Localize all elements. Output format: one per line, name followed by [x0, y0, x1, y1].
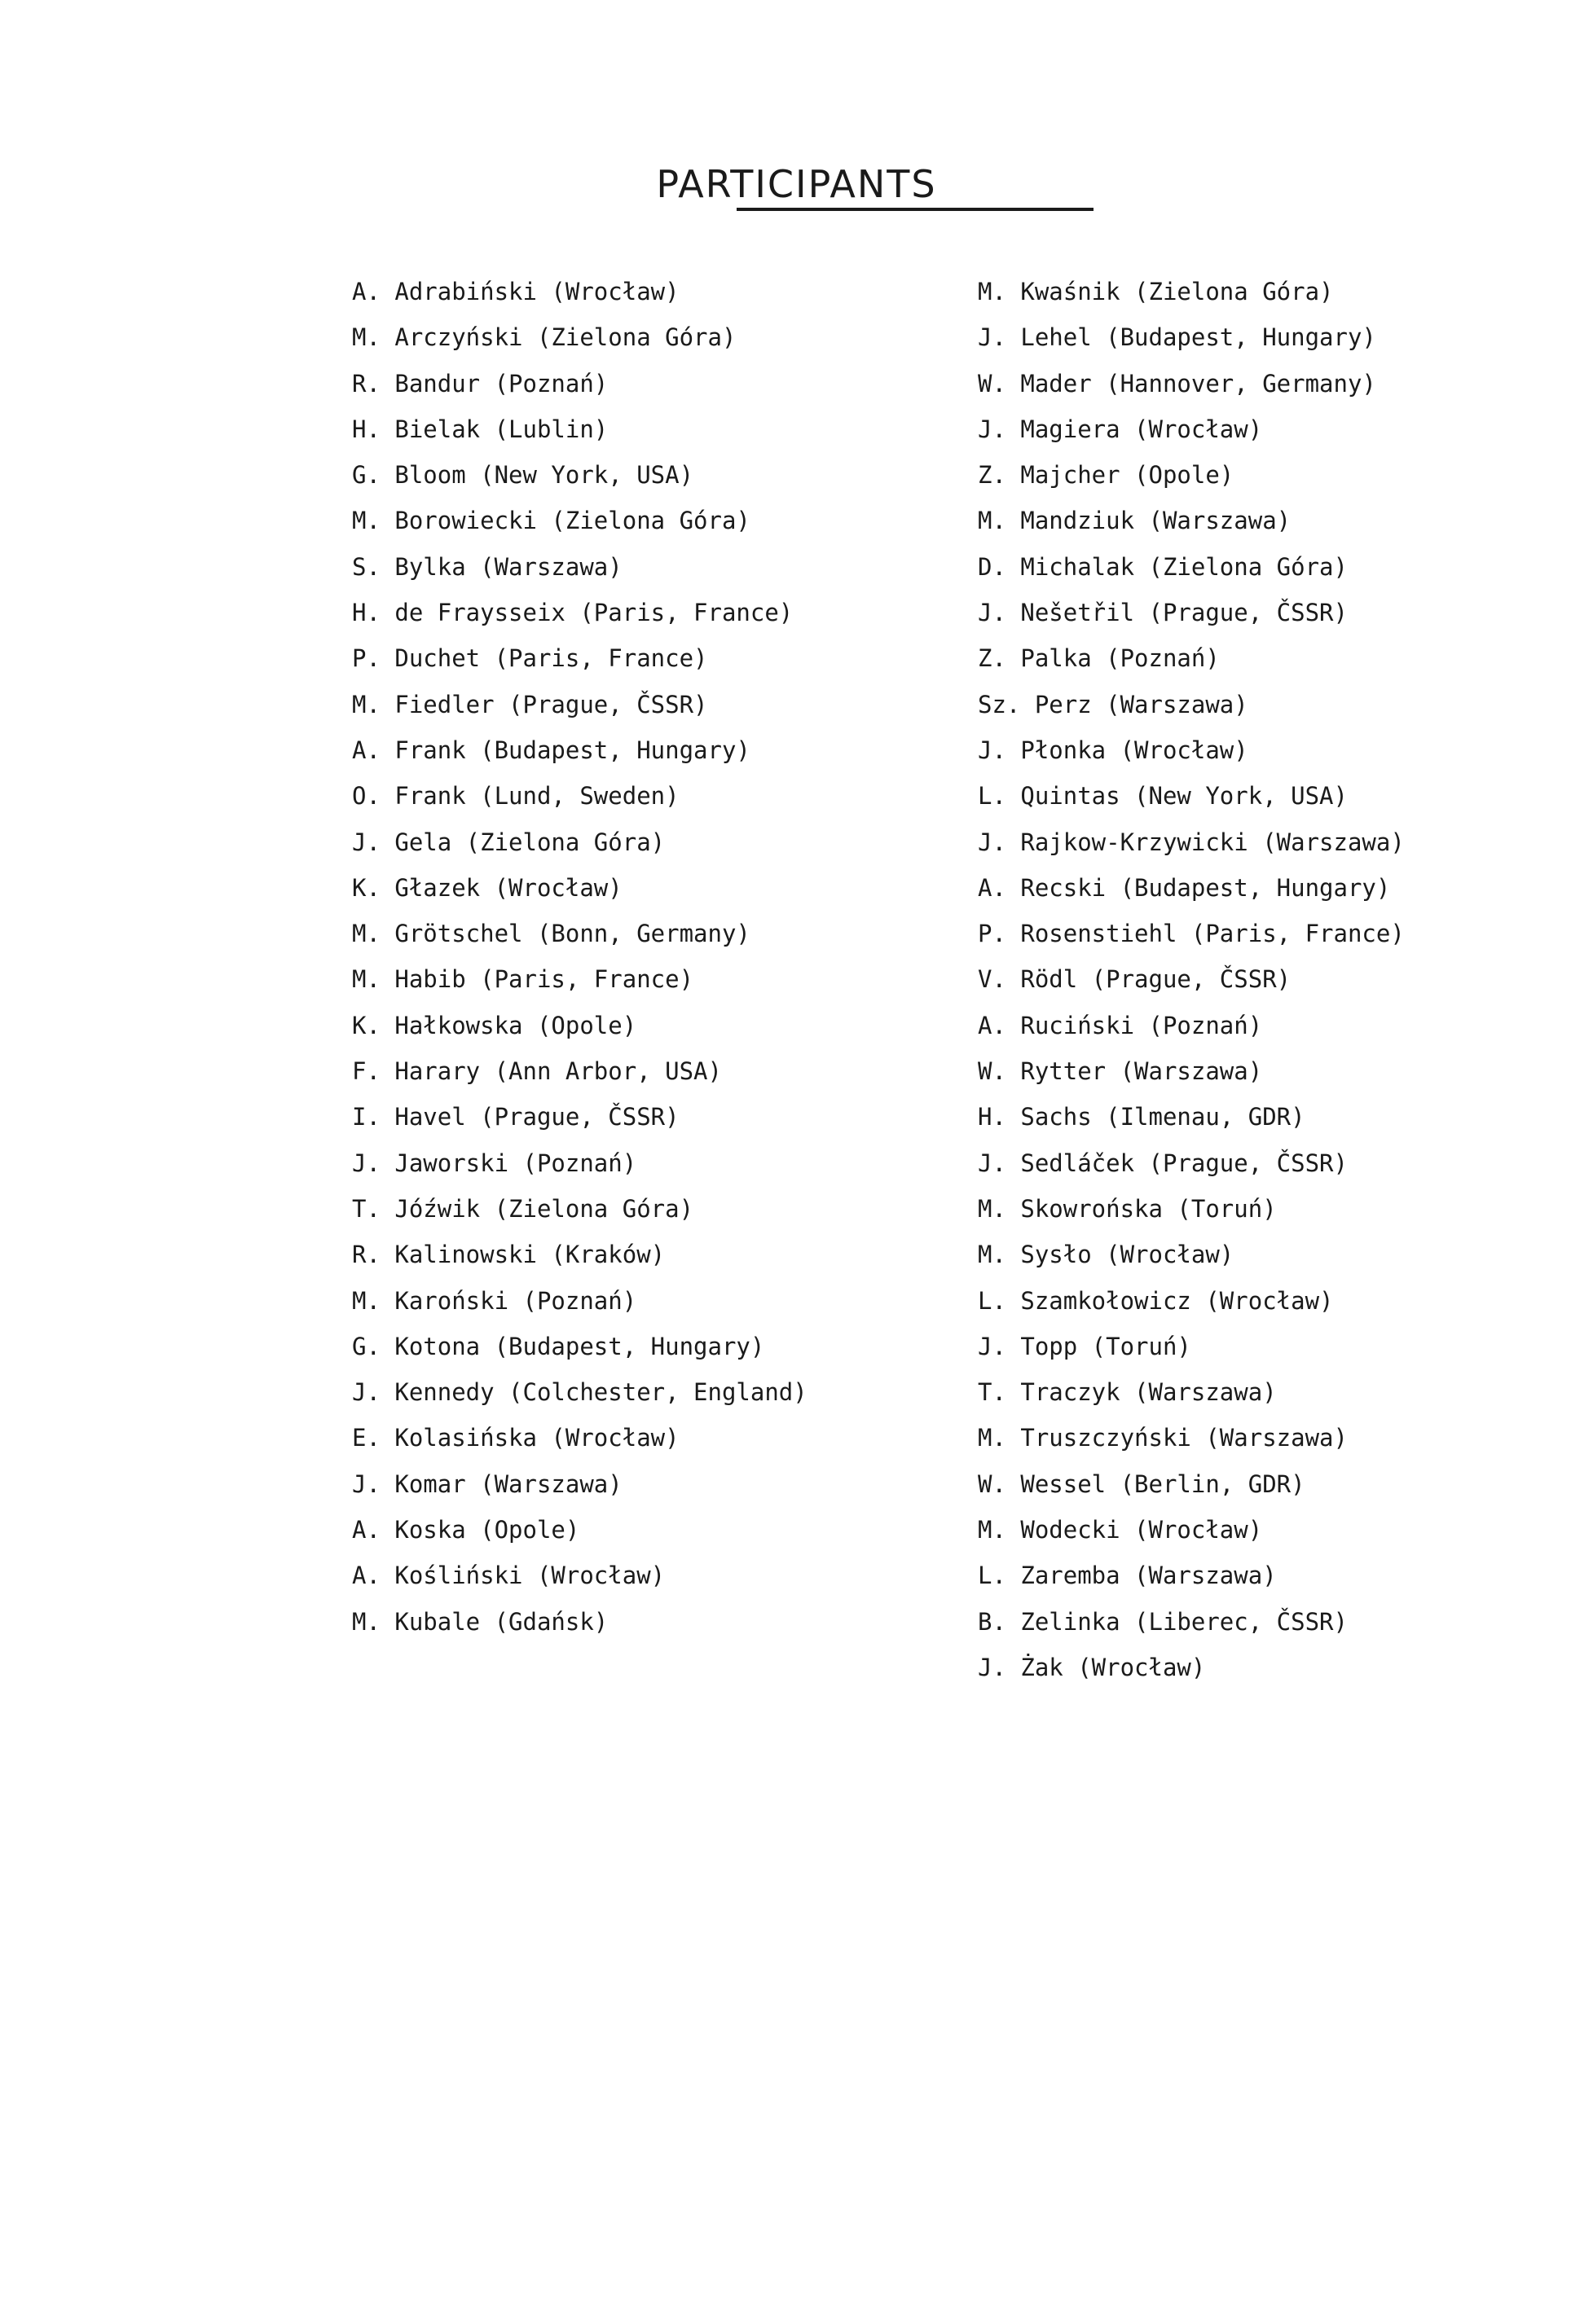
participant-entry: M. Wodecki (Wrocław)	[978, 1516, 1263, 1544]
participant-entry: M. Truszczyński (Warszawa)	[978, 1424, 1348, 1452]
participant-entry: M. Fiedler (Prague, ČSSR)	[352, 690, 708, 718]
participant-entry: A. Ruciński (Poznań)	[978, 1011, 1263, 1039]
participant-entry: E. Kolasińska (Wrocław)	[352, 1424, 680, 1452]
participant-entry: L. Szamkołowicz (Wrocław)	[978, 1286, 1334, 1315]
participant-entry: A. Recski (Budapest, Hungary)	[978, 873, 1391, 902]
participant-entry: M. Mandziuk (Warszawa)	[978, 507, 1292, 535]
participant-entry: M. Kubale (Gdańsk)	[352, 1607, 609, 1636]
participant-entry: M. Habib (Paris, France)	[352, 965, 694, 994]
participant-entry: K. Hałkowska (Opole)	[352, 1011, 637, 1039]
participant-entry: T. Traczyk (Warszawa)	[978, 1378, 1277, 1407]
participant-entry: A. Adrabiński (Wrocław)	[352, 278, 680, 305]
participant-entry: H. de Fraysseix (Paris, France)	[352, 599, 794, 627]
participant-entry: J. Rajkow-Krzywicki (Warszawa)	[978, 828, 1405, 856]
participant-entry: J. Magiera (Wrocław)	[978, 415, 1263, 443]
participants-column-right	[978, 277, 1405, 1698]
participant-entry: W. Rytter (Warszawa)	[978, 1057, 1263, 1086]
participant-entry: J. Gela (Zielona Góra)	[352, 828, 666, 856]
participant-entry: A. Kośliński (Wrocław)	[352, 1562, 666, 1590]
participant-entry: J. Żak (Wrocław)	[978, 1653, 1206, 1681]
participant-entry: Sz. Perz (Warszawa)	[978, 690, 1248, 718]
participant-entry: L. Quintas (New York, USA)	[978, 782, 1348, 811]
participant-entry: V. Rödl (Prague, ČSSR)	[978, 965, 1292, 994]
participant-entry: G. Kotona (Budapest, Hungary)	[352, 1332, 765, 1360]
participant-entry: R. Kalinowski (Kraków)	[352, 1241, 666, 1269]
participant-entry: M. Grötschel (Bonn, Germany)	[352, 920, 750, 948]
participant-entry: M. Karoński (Poznań)	[352, 1286, 637, 1315]
participant-entry: J. Sedláček (Prague, ČSSR)	[978, 1149, 1348, 1177]
participant-entry: S. Bylka (Warszawa)	[352, 552, 623, 581]
participant-entry: H. Bielak (Lublin)	[352, 415, 609, 443]
participant-entry: G. Bloom (New York, USA)	[352, 461, 694, 490]
title-underline	[737, 208, 1094, 211]
participants-column-left	[352, 277, 808, 1653]
participant-entry: M. Skowrońska (Toruń)	[978, 1194, 1277, 1223]
page-title: PARTICIPANTS	[656, 162, 937, 206]
participant-entry: P. Duchet (Paris, France)	[352, 644, 708, 673]
participant-entry: J. Kennedy (Colchester, England)	[352, 1378, 808, 1407]
participant-entry: W. Mader (Hannover, Germany)	[978, 369, 1376, 398]
participant-entry: T. Jóźwik (Zielona Góra)	[352, 1194, 694, 1223]
participant-entry: J. Nešetřil (Prague, ČSSR)	[978, 599, 1348, 627]
participant-entry: J. Płonka (Wrocław)	[978, 736, 1248, 764]
participant-entry: M. Sysło (Wrocław)	[978, 1241, 1234, 1269]
participant-entry: J. Komar (Warszawa)	[352, 1470, 623, 1498]
participant-entry: J. Lehel (Budapest, Hungary)	[978, 323, 1376, 352]
participant-entry: L. Zaremba (Warszawa)	[978, 1562, 1277, 1590]
participant-entry: O. Frank (Lund, Sweden)	[352, 782, 680, 811]
participant-entry: H. Sachs (Ilmenau, GDR)	[978, 1103, 1305, 1131]
participant-entry: M. Kwaśnik (Zielona Góra)	[978, 278, 1334, 305]
participant-entry: W. Wessel (Berlin, GDR)	[978, 1470, 1305, 1498]
participant-entry: Z. Palka (Poznań)	[978, 644, 1220, 673]
participant-entry: J. Jaworski (Poznań)	[352, 1149, 637, 1177]
participant-entry: M. Arczyński (Zielona Góra)	[352, 323, 737, 352]
participant-entry: J. Topp (Toruń)	[978, 1332, 1191, 1360]
participant-entry: F. Harary (Ann Arbor, USA)	[352, 1057, 722, 1086]
participant-entry: R. Bandur (Poznań)	[352, 369, 609, 398]
participant-entry: P. Rosenstiehl (Paris, France)	[978, 920, 1405, 948]
participant-entry: Z. Majcher (Opole)	[978, 461, 1234, 490]
participant-entry: A. Koska (Opole)	[352, 1516, 580, 1544]
participant-entry: D. Michalak (Zielona Góra)	[978, 552, 1348, 581]
participant-entry: A. Frank (Budapest, Hungary)	[352, 736, 750, 764]
participant-entry: M. Borowiecki (Zielona Góra)	[352, 507, 750, 535]
participant-entry: K. Głazek (Wrocław)	[352, 873, 623, 902]
participant-entry: I. Havel (Prague, ČSSR)	[352, 1103, 680, 1131]
participant-entry: B. Zelinka (Liberec, ČSSR)	[978, 1607, 1348, 1636]
